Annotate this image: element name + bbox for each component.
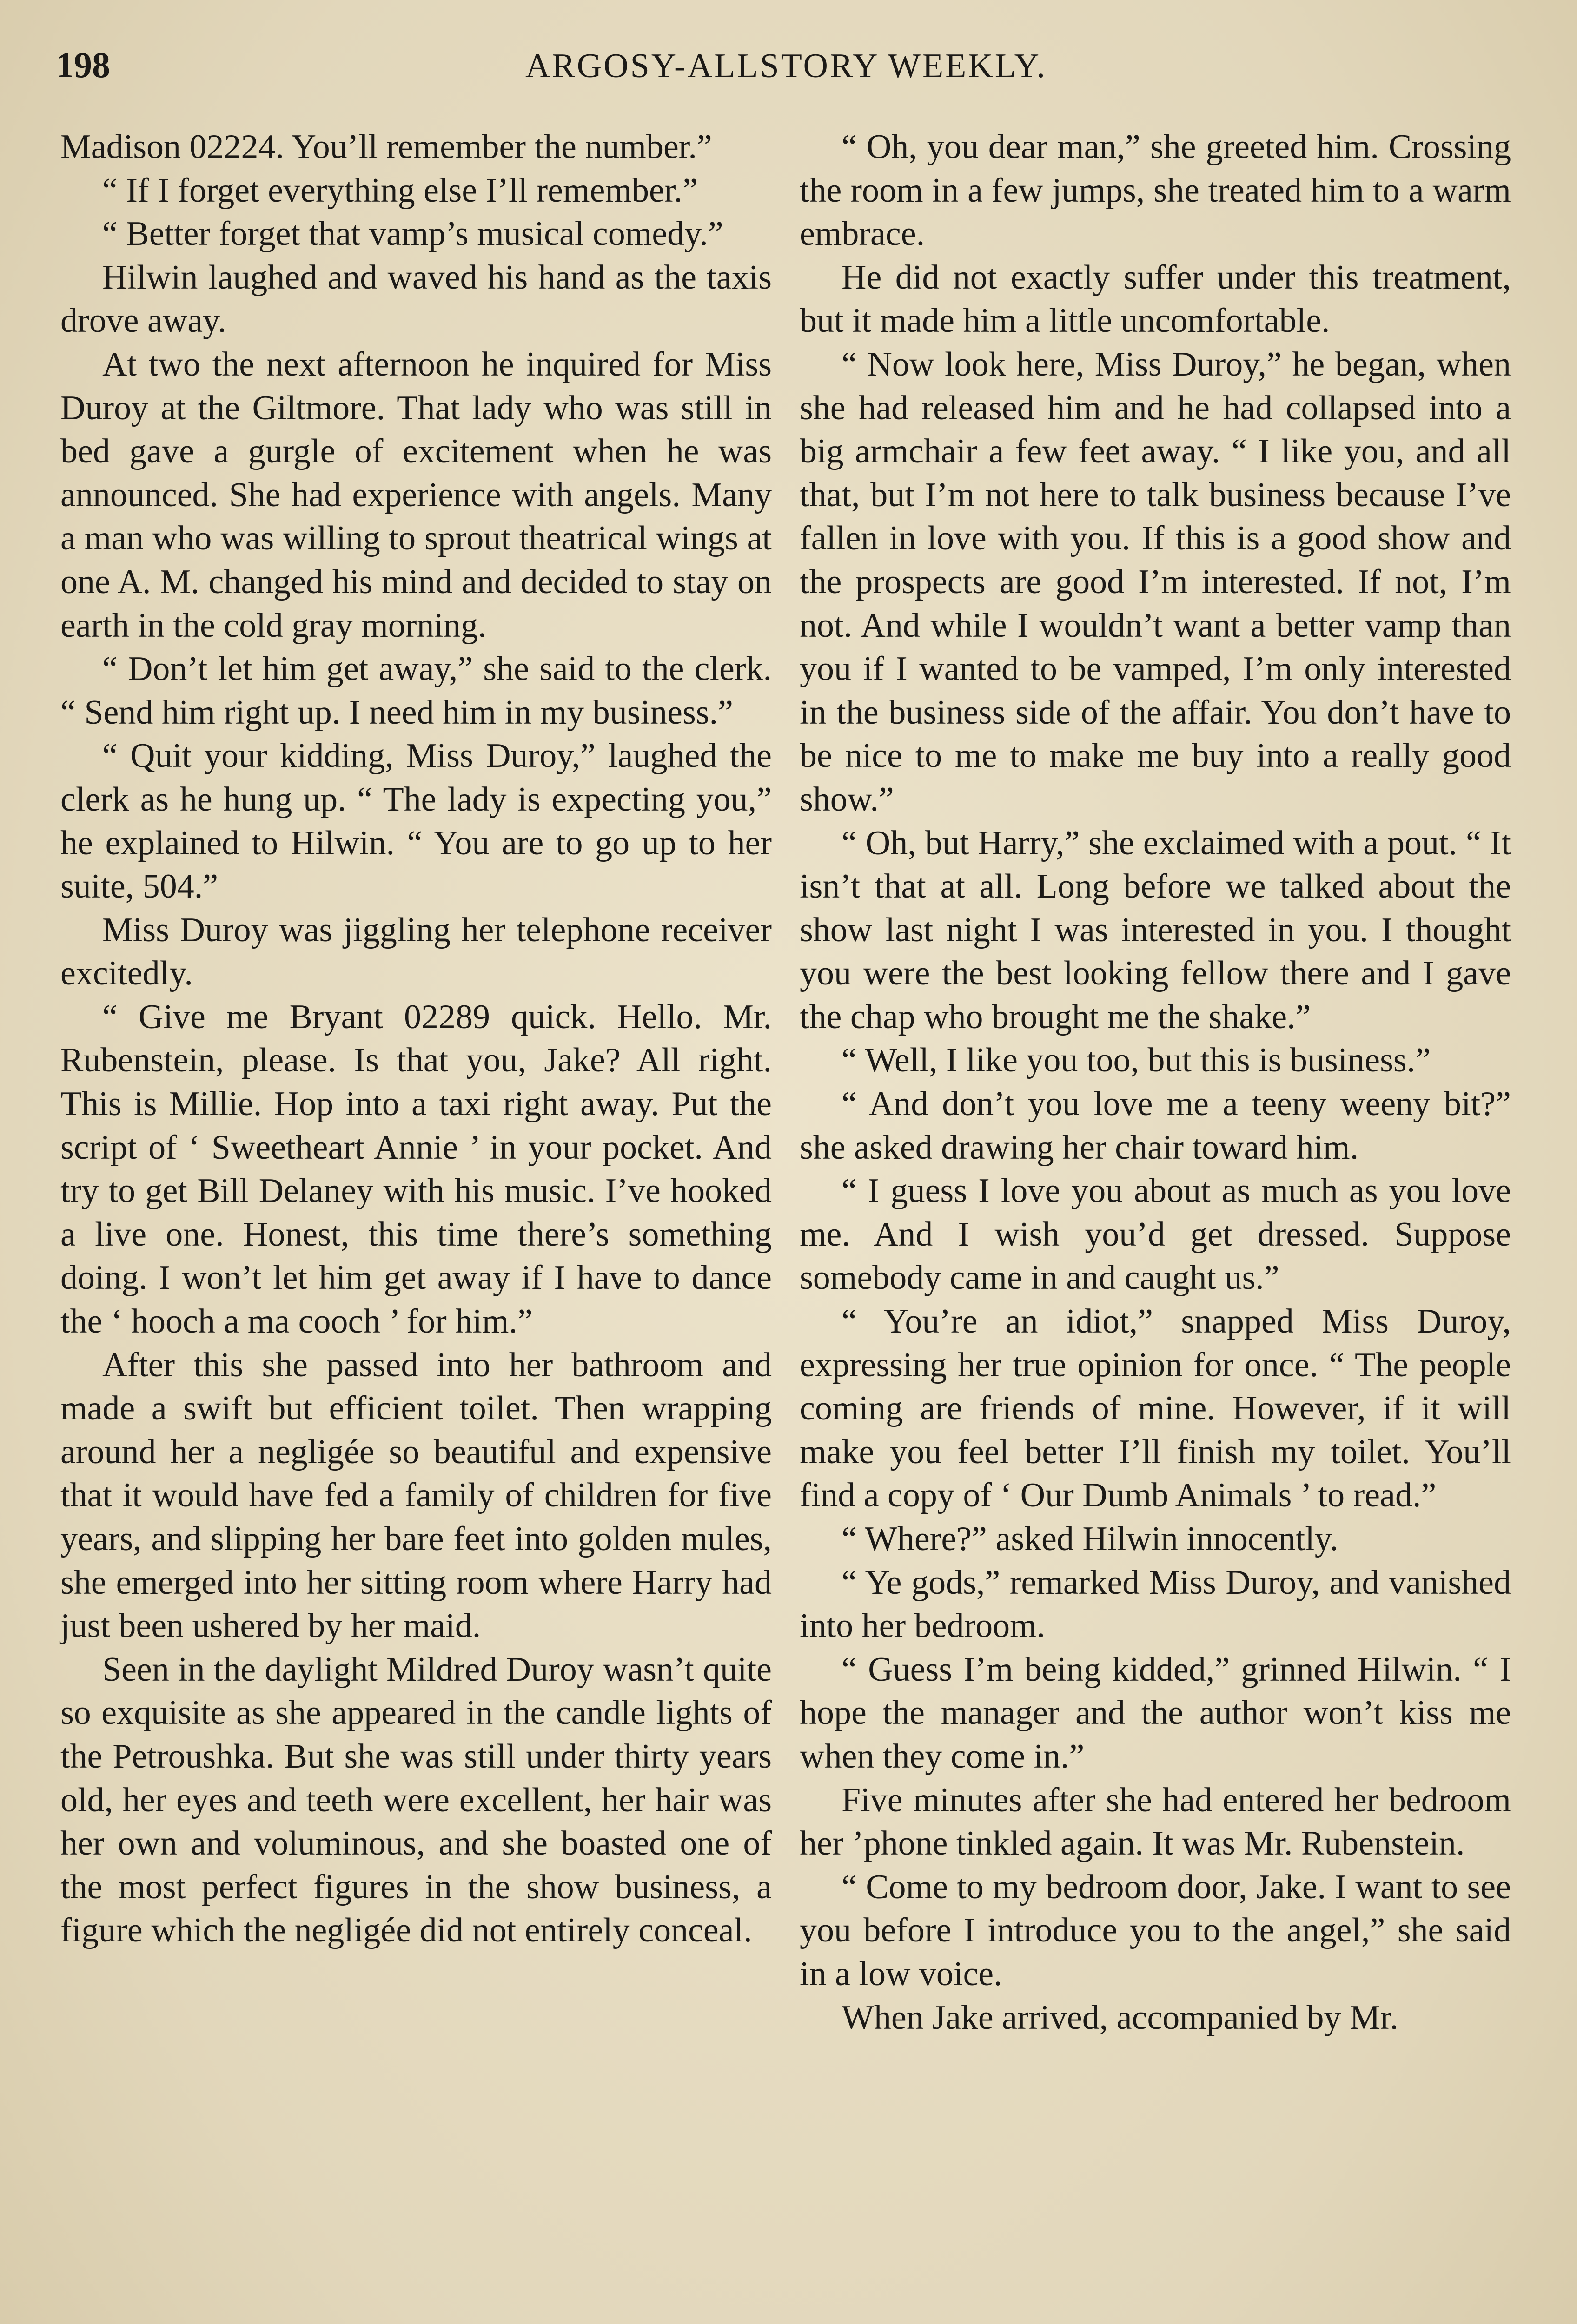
paragraph: Hilwin laughed and waved his hand as the taxis drove away. xyxy=(60,258,772,340)
paragraph: He did not exactly suffer under this treatment, but it made him a little uncomfortable. xyxy=(800,258,1511,340)
page-number: 198 xyxy=(56,45,110,85)
paragraph: “ Don’t let him get away,” she said to the clerk. “ Send him right up. I need him in my business.” xyxy=(60,650,772,732)
paragraph: “ If I forget everything else I’ll remember.” xyxy=(102,171,698,210)
paragraph: “ Better forget that vamp’s musical comedy.” xyxy=(102,215,723,253)
paragraph: “ Guess I’m being kidded,” grinned Hilwin. “ I hope the manager and the author won’t kiss me when they come in.” xyxy=(800,1650,1511,1776)
paragraph: “ I guess I love you about as much as you love me. And I wish you’d get dressed. Suppose somebody came in and caught us.” xyxy=(800,1172,1511,1297)
paragraph: “ Well, I like you too, but this is business.” xyxy=(842,1041,1431,1080)
running-title: ARGOSY-ALLSTORY WEEKLY. xyxy=(525,47,1047,85)
paragraph: “ And don’t you love me a teeny weeny bit?” she asked drawing her chair toward him. xyxy=(800,1085,1511,1167)
paragraph: “ Come to my bedroom door, Jake. I want to see you before I introduce you to the angel,” she said in a low voice. xyxy=(800,1868,1511,1993)
paragraph: When Jake arrived, accompanied by Mr. xyxy=(842,1998,1398,2037)
paragraph: Miss Duroy was jiggling her telephone receiver excitedly. xyxy=(60,911,772,993)
paragraph: “ You’re an idiot,” snapped Miss Duroy, expressing her true opinion for once. “ The people coming are friends of mine. However, if it will make you feel better I’ll finish my toilet. You’ll find a copy of ‘ Our Dumb Animals ’ to read.” xyxy=(800,1302,1511,1515)
paragraph: Seen in the daylight Mildred Duroy wasn’t quite so exquisite as she appeared in the candle lights of the Petroushka. But she was still under thirty years old, her eyes and teeth were excellent, her hair was her own and voluminous, and she boasted one of the most perfect figures in the show business, a figure which the negligée did not entirely conceal. xyxy=(60,1650,772,1950)
paragraph: After this she passed into her bathroom and made a swift but efficient toilet. Then wrapping around her a negligée so beautiful and expensive that it would have fed a family of children for five years, and slipping her bare feet into golden mules, she emerged into her sitting room where Harry had just been ushered by her maid. xyxy=(60,1346,772,1645)
paragraph: Five minutes after she had entered her bedroom her ’phone tinkled again. It was Mr. Rubenstein. xyxy=(800,1781,1511,1863)
page-header xyxy=(56,44,1517,109)
paragraph: At two the next afternoon he inquired for Miss Duroy at the Giltmore. That lady who was still in bed gave a gurgle of excitement when he was announced. She had experience with angels. Many a man who was willing to sprout theatrical wings at one A. M. changed his mind and decided to stay on earth in the cold gray morning. xyxy=(60,345,772,645)
paragraph: “ Now look here, Miss Duroy,” he began, when she had released him and he had collapsed into a big armchair a few feet away. “ I like you, and all that, but I’m not here to talk business because I’ve fallen in love with you. If this is a good show and the prospects are good I’m interested. If not, I’m not. And while I wouldn’t want a better vamp than you if I wanted to be vamped, I’m only interested in the business side of the affair. You don’t have to be nice to me to make me buy into a really good show.” xyxy=(800,345,1511,819)
paragraph: “ Quit your kidding, Miss Duroy,” laughed the clerk as he hung up. “ The lady is expecting you,” he explained to Hilwin. “ You are to go up to her suite, 504.” xyxy=(60,737,772,906)
paragraph: “ Ye gods,” remarked Miss Duroy, and vanished into her bedroom. xyxy=(800,1563,1511,1645)
paragraph: Madison 02224. You’ll remember the number.” xyxy=(60,128,712,166)
left-text-column xyxy=(60,125,772,1953)
paragraph: “ Oh, you dear man,” she greeted him. Crossing the room in a few jumps, she treated him to a warm embrace. xyxy=(800,128,1511,253)
paragraph: “ Where?” asked Hilwin innocently. xyxy=(842,1520,1338,1558)
paragraph: “ Oh, but Harry,” she exclaimed with a pout. “ It isn’t that at all. Long before we talked about the show last night I was interested in you. I thought you were the best looking fellow there and I gave the chap who brought me the shake.” xyxy=(800,824,1511,1036)
paragraph: “ Give me Bryant 02289 quick. Hello. Mr. Rubenstein, please. Is that you, Jake? All right. This is Millie. Hop into a taxi right away. Put the script of ‘ Sweetheart Annie ’ in your pocket. And try to get Bill Delaney with his music. I’ve hooked a live one. Honest, this time there’s something doing. I won’t let him get away if I have to dance the ‘ hooch a ma cooch ’ for him.” xyxy=(60,997,772,1341)
right-text-column xyxy=(800,125,1511,2040)
